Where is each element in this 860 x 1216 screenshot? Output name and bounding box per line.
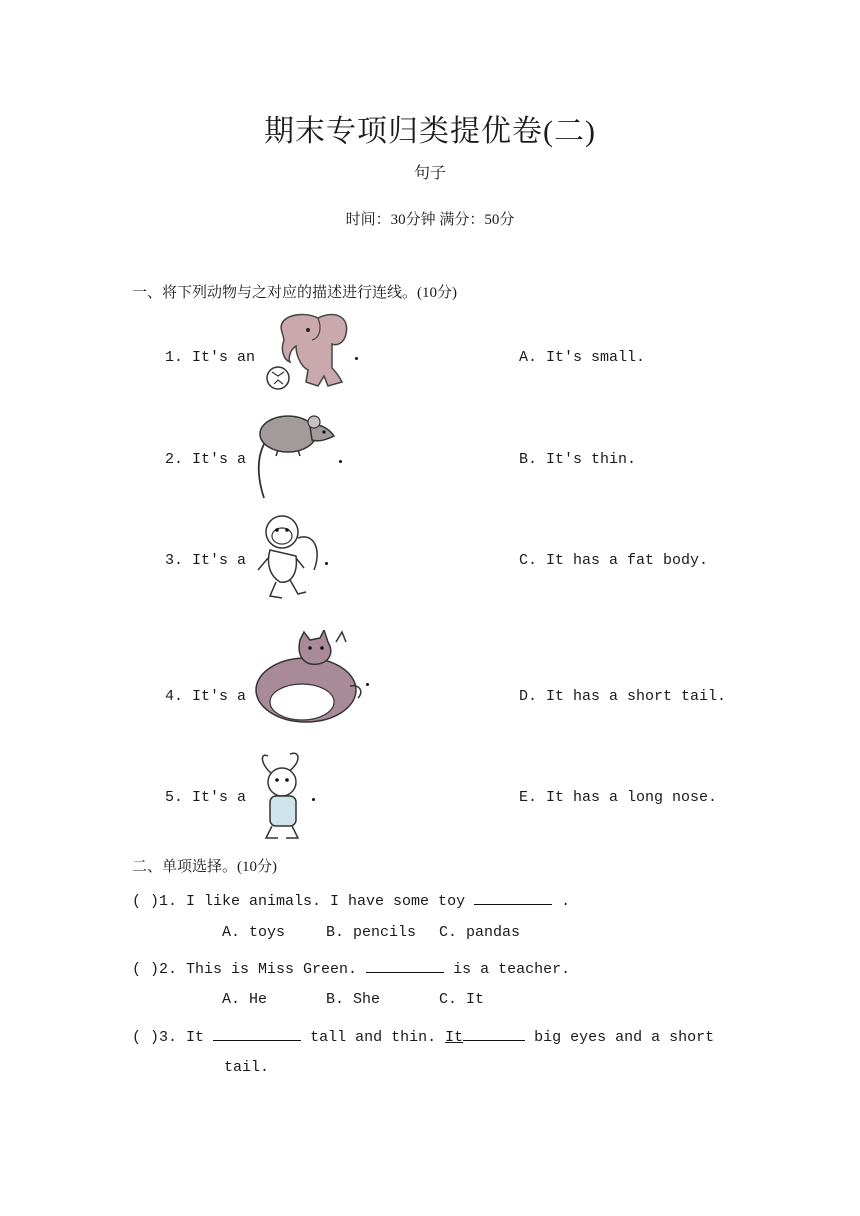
match-answer-C: C. It has a fat body.: [519, 552, 709, 569]
match-dot-left-3[interactable]: [325, 562, 328, 565]
question-3-rest: big eyes and a short: [534, 1029, 715, 1046]
match-dot-left-5[interactable]: [312, 798, 315, 801]
section1-heading: 一、将下列动物与之对应的描述进行连线。(10分): [132, 285, 457, 301]
question-2: [132, 958, 570, 978]
match-answer-E: E. It has a long nose.: [519, 789, 718, 806]
fill-blank-3a[interactable]: [213, 1026, 301, 1041]
match-item-4: 4. It's a: [165, 688, 247, 705]
answer-paren-1[interactable]: ( ): [132, 893, 160, 910]
question-1-stem: 1. I like animals. I have some toy: [159, 893, 466, 910]
q2-option-b[interactable]: B. She: [326, 991, 381, 1008]
match-item-3: 3. It's a: [165, 552, 247, 569]
elephant-icon: [262, 310, 358, 398]
q2-option-c[interactable]: C. It: [439, 991, 485, 1008]
question-3: [132, 1026, 714, 1046]
fill-blank-2[interactable]: [366, 958, 444, 973]
question-1-end: .: [561, 893, 571, 910]
match-dot-left-2[interactable]: [339, 460, 342, 463]
question-3-stem: 3. It: [159, 1029, 205, 1046]
page-title: 期末专项归类提优卷(二): [264, 115, 596, 148]
match-dot-left-4[interactable]: [366, 683, 369, 686]
match-answer-B: B. It's thin.: [519, 451, 637, 468]
match-answer-D: D. It has a short tail.: [519, 688, 727, 705]
question-1: [132, 890, 570, 910]
section2-heading: 二、单项选择。(10分): [132, 859, 277, 875]
question-3-continued: tail.: [224, 1059, 270, 1076]
q1-option-a[interactable]: A. toys: [222, 924, 286, 941]
question-2-end: is a teacher.: [453, 961, 571, 978]
mouse-icon: [254, 410, 338, 500]
match-answer-A: A. It's small.: [519, 349, 646, 366]
page-subtitle: 句子: [413, 165, 446, 182]
q1-option-b[interactable]: B. pencils: [326, 924, 417, 941]
rabbit-icon: [254, 750, 314, 842]
fat-cat-icon: [248, 630, 368, 724]
question-3-mid: tall and thin.: [310, 1029, 437, 1046]
answer-paren-2[interactable]: ( ): [132, 961, 160, 978]
match-item-1: 1. It's an: [165, 349, 256, 366]
question-2-stem: 2. This is Miss Green.: [159, 961, 358, 978]
q2-option-a[interactable]: A. He: [222, 991, 268, 1008]
exam-info: 时间：30分钟 满分：50分: [345, 212, 515, 228]
fill-blank-3b[interactable]: [463, 1026, 525, 1041]
match-dot-left-1[interactable]: [355, 357, 358, 360]
match-item-2: 2. It's a: [165, 451, 247, 468]
match-item-5: 5. It's a: [165, 789, 247, 806]
q1-option-c[interactable]: C. pandas: [439, 924, 521, 941]
monkey-icon: [252, 510, 326, 602]
question-3-it: It: [445, 1029, 464, 1046]
answer-paren-3[interactable]: ( ): [132, 1029, 160, 1046]
fill-blank-1[interactable]: [474, 890, 552, 905]
